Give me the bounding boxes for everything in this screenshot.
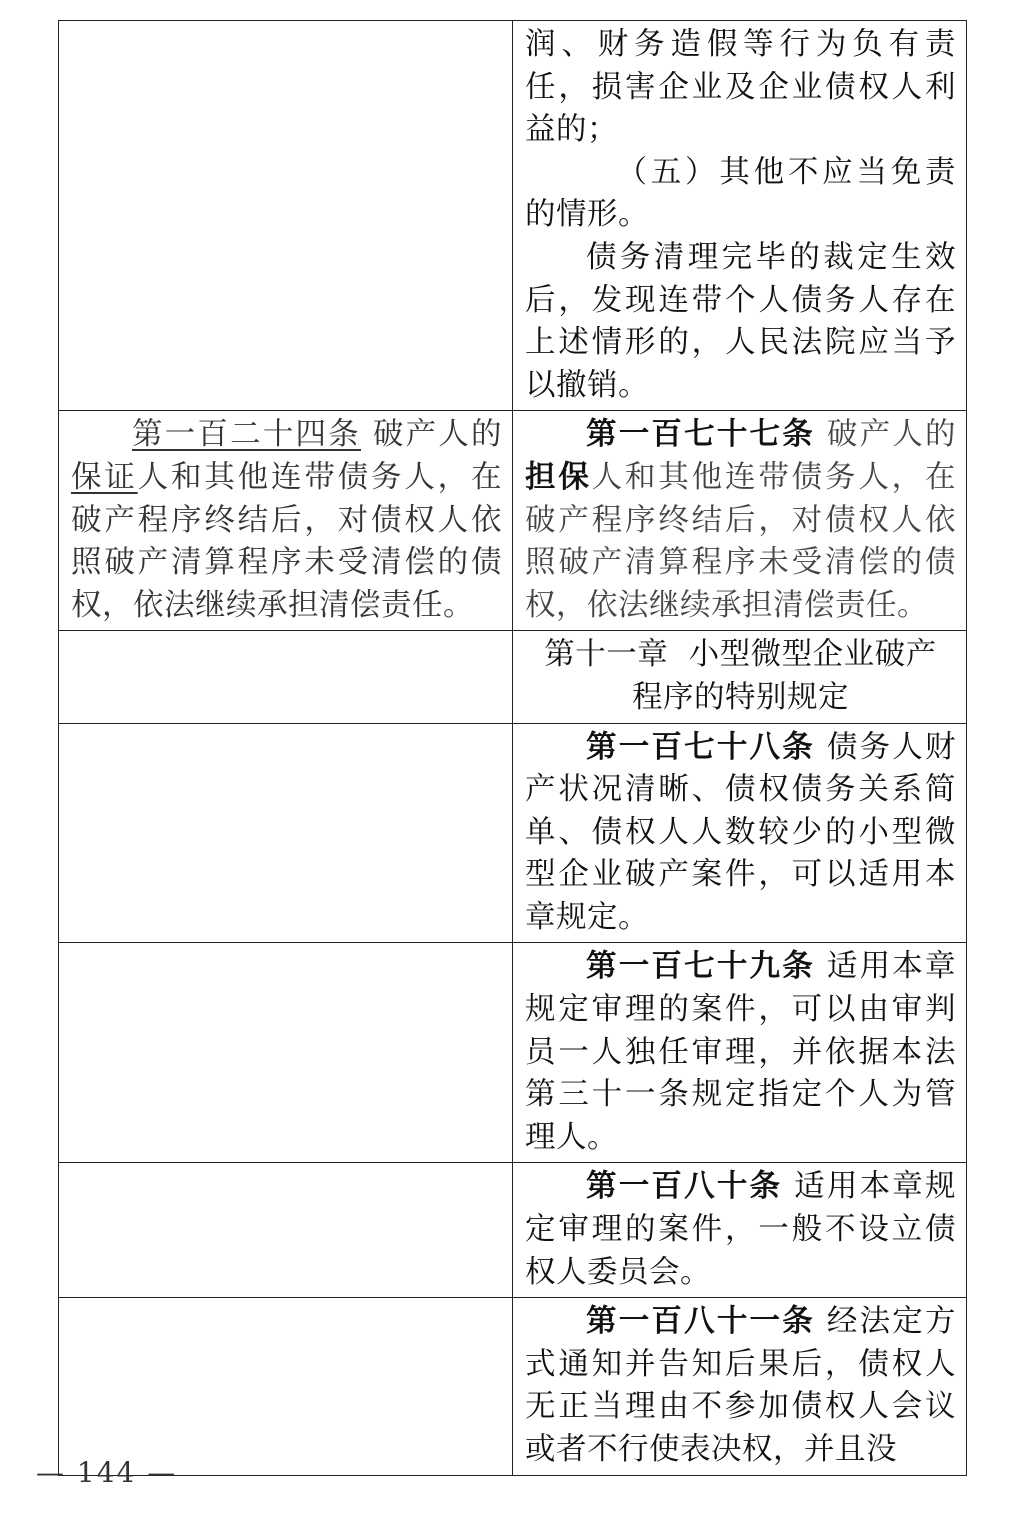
old-law-cell [59,411,513,631]
table-row [59,21,967,411]
chapter-heading-cell [513,631,967,723]
table-row [59,1298,967,1475]
old-law-cell [59,1163,513,1298]
article-text: 人和其他连带债务人，在破产程序终结后，对债权人依照破产清算程序未受清偿的债权，依法继续承担清偿责任。 [71,459,503,623]
article-paragraph [525,946,956,1159]
old-law-cell [59,21,513,411]
paragraph: （五）其他不应当免责的情形。 [525,154,956,233]
article-number: 第一百二十四条 [132,417,361,453]
chapter-heading-line: 程序的特别规定 [632,679,849,715]
table-row [59,411,967,631]
old-law-cell [59,631,513,723]
article-text: 经法定方式通知并告知后果后，债权人无正当理由不参加债权人会议或者不行使表决权，并且没 [525,1304,957,1467]
new-law-cell [513,21,967,411]
table-row [59,631,967,723]
new-law-cell [513,411,967,631]
underlined-term: 保证 [71,459,138,495]
article-text: 适用本章规定审理的案件，一般不设立债权人委员会。 [525,1169,957,1290]
old-law-cell [59,723,513,943]
article-text: 债务人财产状况清晰、债权债务关系简单、债权人人数较少的小型微型企业破产案件，可以适用本章规定。 [525,729,957,935]
table-row [59,943,967,1163]
chapter-heading-line: 第十一章 小型微型企业破产 [544,637,937,673]
article-text: 人和其他连带债务人，在破产程序终结后，对债权人依照破产清算程序未受清偿的债权，依法继续承担清偿责任。 [525,459,957,623]
article-number: 第一百七十八条 [586,729,815,765]
new-law-cell [513,943,967,1163]
paragraph: 润、财务造假等行为负有责任，损害企业及企业债权人利益的； [525,27,956,148]
table-row [59,723,967,943]
table-row [59,1163,967,1298]
article-number: 第一百七十九条 [586,949,815,985]
article-paragraph [525,414,956,627]
comparison-table [58,20,967,1476]
new-law-cell [513,723,967,943]
article-number: 第一百八十条 [586,1169,783,1205]
article-text: 破产人的 [826,417,957,453]
article-text: 适用本章规定审理的案件，可以由审判员一人独任审理，并依据本法第三十一条规定指定个人为管理人。 [525,949,957,1155]
old-law-cell [59,943,513,1163]
article-paragraph [525,727,956,940]
article-text: 破产人的 [372,417,503,453]
article-paragraph [525,1166,956,1294]
bold-term: 担保 [525,459,592,495]
paragraph: 债务清理完毕的裁定生效后，发现连带个人债务人存在上述情形的，人民法院应当予以撤销。 [525,239,956,403]
new-law-cell [513,1298,967,1475]
new-law-cell [513,1163,967,1298]
article-paragraph [71,414,502,627]
old-law-cell [59,1298,513,1475]
article-number: 第一百八十一条 [586,1304,815,1340]
page-number: — 144 — [36,1456,178,1489]
article-paragraph [525,1301,956,1471]
article-number: 第一百七十七条 [586,417,815,453]
